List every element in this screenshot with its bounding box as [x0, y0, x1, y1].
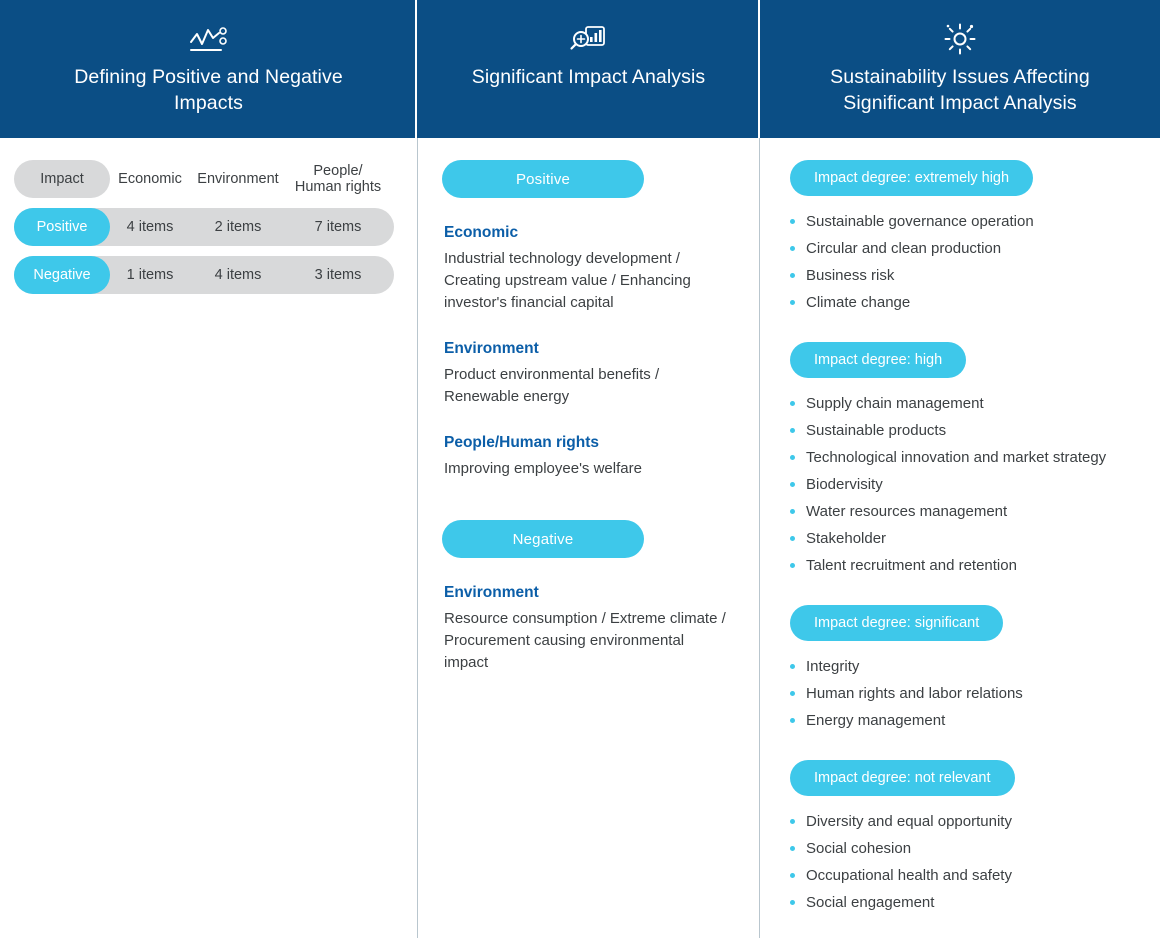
- matrix-header-people-human-rights: [286, 160, 390, 198]
- list-item: Business risk: [790, 262, 1150, 289]
- list-item: Sustainable products: [790, 417, 1150, 444]
- issue-group-not-relevant: [790, 760, 1150, 916]
- list-item: Stakeholder: [790, 525, 1150, 552]
- group-text: Resource consumption / Extreme climate / Procurement causing environmental impact: [444, 610, 726, 671]
- magnifier-bar-chart-icon: [569, 22, 609, 56]
- matrix-header-environment: Environment: [197, 171, 279, 187]
- status-badge-negative: Negative: [442, 520, 644, 558]
- header-band: [0, 0, 1160, 138]
- header-title: Sustainability Issues Affecting Significant Impact Analysis: [830, 66, 1090, 114]
- negative-group-environment: [442, 584, 741, 674]
- header-title: Significant Impact Analysis: [471, 66, 706, 88]
- list-item: Integrity: [790, 653, 1150, 680]
- positive-group-environment: [442, 340, 741, 408]
- status-badge-impact-degree: Impact degree: high: [790, 342, 966, 378]
- list-item: Supply chain management: [790, 390, 1150, 417]
- group-text: Improving employee's welfare: [444, 460, 642, 477]
- matrix-header-people-line2: Human rights: [294, 179, 382, 195]
- matrix-cell-positive-environment: 2 items: [214, 219, 262, 235]
- group-heading: Environment: [444, 340, 539, 357]
- list-item: Technological innovation and market strategy: [790, 444, 1150, 471]
- matrix-row-label-positive: Positive: [14, 208, 110, 246]
- line-chart-icon: [189, 22, 229, 56]
- spacer: [442, 484, 741, 520]
- group-heading: People/Human rights: [444, 434, 600, 451]
- list-item: Diversity and equal opportunity: [790, 808, 1150, 835]
- matrix-cell-negative-economic: 1 items: [126, 267, 174, 283]
- list-item: Talent recruitment and retention: [790, 552, 1150, 579]
- header-column-impact-analysis: [417, 0, 760, 138]
- matrix-cell-negative-environment: 4 items: [214, 267, 262, 283]
- matrix-cell-positive-people: 7 items: [314, 219, 362, 235]
- list-item: Occupational health and safety: [790, 862, 1150, 889]
- list-item: Water resources management: [790, 498, 1150, 525]
- matrix-cell-negative-people: 3 items: [314, 267, 362, 283]
- issue-list: [790, 653, 1150, 734]
- matrix-cell-positive-economic: 4 items: [126, 219, 174, 235]
- issue-group-high: [790, 342, 1150, 579]
- table-row: [14, 256, 394, 294]
- matrix-header-people-line1: People/: [313, 163, 363, 179]
- list-item: Social cohesion: [790, 835, 1150, 862]
- issue-group-significant: [790, 605, 1150, 734]
- column-sustainability-issues: [760, 138, 1160, 938]
- issue-list: [790, 208, 1150, 316]
- list-item: Sustainable governance operation: [790, 208, 1150, 235]
- list-item: Circular and clean production: [790, 235, 1150, 262]
- header-column-defining-impacts: [0, 0, 417, 138]
- issue-list: [790, 390, 1150, 579]
- table-row: [14, 208, 394, 246]
- group-heading: Environment: [444, 584, 539, 601]
- list-item: Human rights and labor relations: [790, 680, 1150, 707]
- list-item: Social engagement: [790, 889, 1150, 916]
- matrix-header-economic: Economic: [118, 171, 182, 187]
- list-item: Climate change: [790, 289, 1150, 316]
- status-badge-impact-degree: Impact degree: not relevant: [790, 760, 1015, 796]
- issue-group-extremely-high: [790, 160, 1150, 316]
- status-badge-impact-degree: Impact degree: significant: [790, 605, 1003, 641]
- header-title: Defining Positive and Negative Impacts: [74, 66, 343, 114]
- status-badge-positive: Positive: [442, 160, 644, 198]
- positive-group-economic: [442, 224, 741, 314]
- header-column-sustainability-issues: [760, 0, 1160, 138]
- matrix-row-label-negative: Negative: [14, 256, 110, 294]
- group-text: Product environmental benefits / Renewable energy: [444, 366, 660, 405]
- issue-list: [790, 808, 1150, 916]
- positive-group-people-human-rights: [442, 434, 741, 480]
- group-text: Industrial technology development / Creating upstream value / Enhancing investor's financial capital: [444, 250, 691, 311]
- impact-matrix: [14, 160, 394, 294]
- list-item: Energy management: [790, 707, 1150, 734]
- matrix-header-row: [14, 160, 394, 198]
- status-badge-impact-degree: Impact degree: extremely high: [790, 160, 1033, 196]
- matrix-header-impact: Impact: [14, 160, 110, 198]
- column-impact-matrix: [0, 138, 417, 938]
- column-significant-impact-analysis: [417, 138, 760, 938]
- content-columns: [0, 138, 1160, 938]
- list-item: Biodervisity: [790, 471, 1150, 498]
- sun-sparkle-icon: [941, 22, 979, 56]
- group-heading: Economic: [444, 224, 519, 241]
